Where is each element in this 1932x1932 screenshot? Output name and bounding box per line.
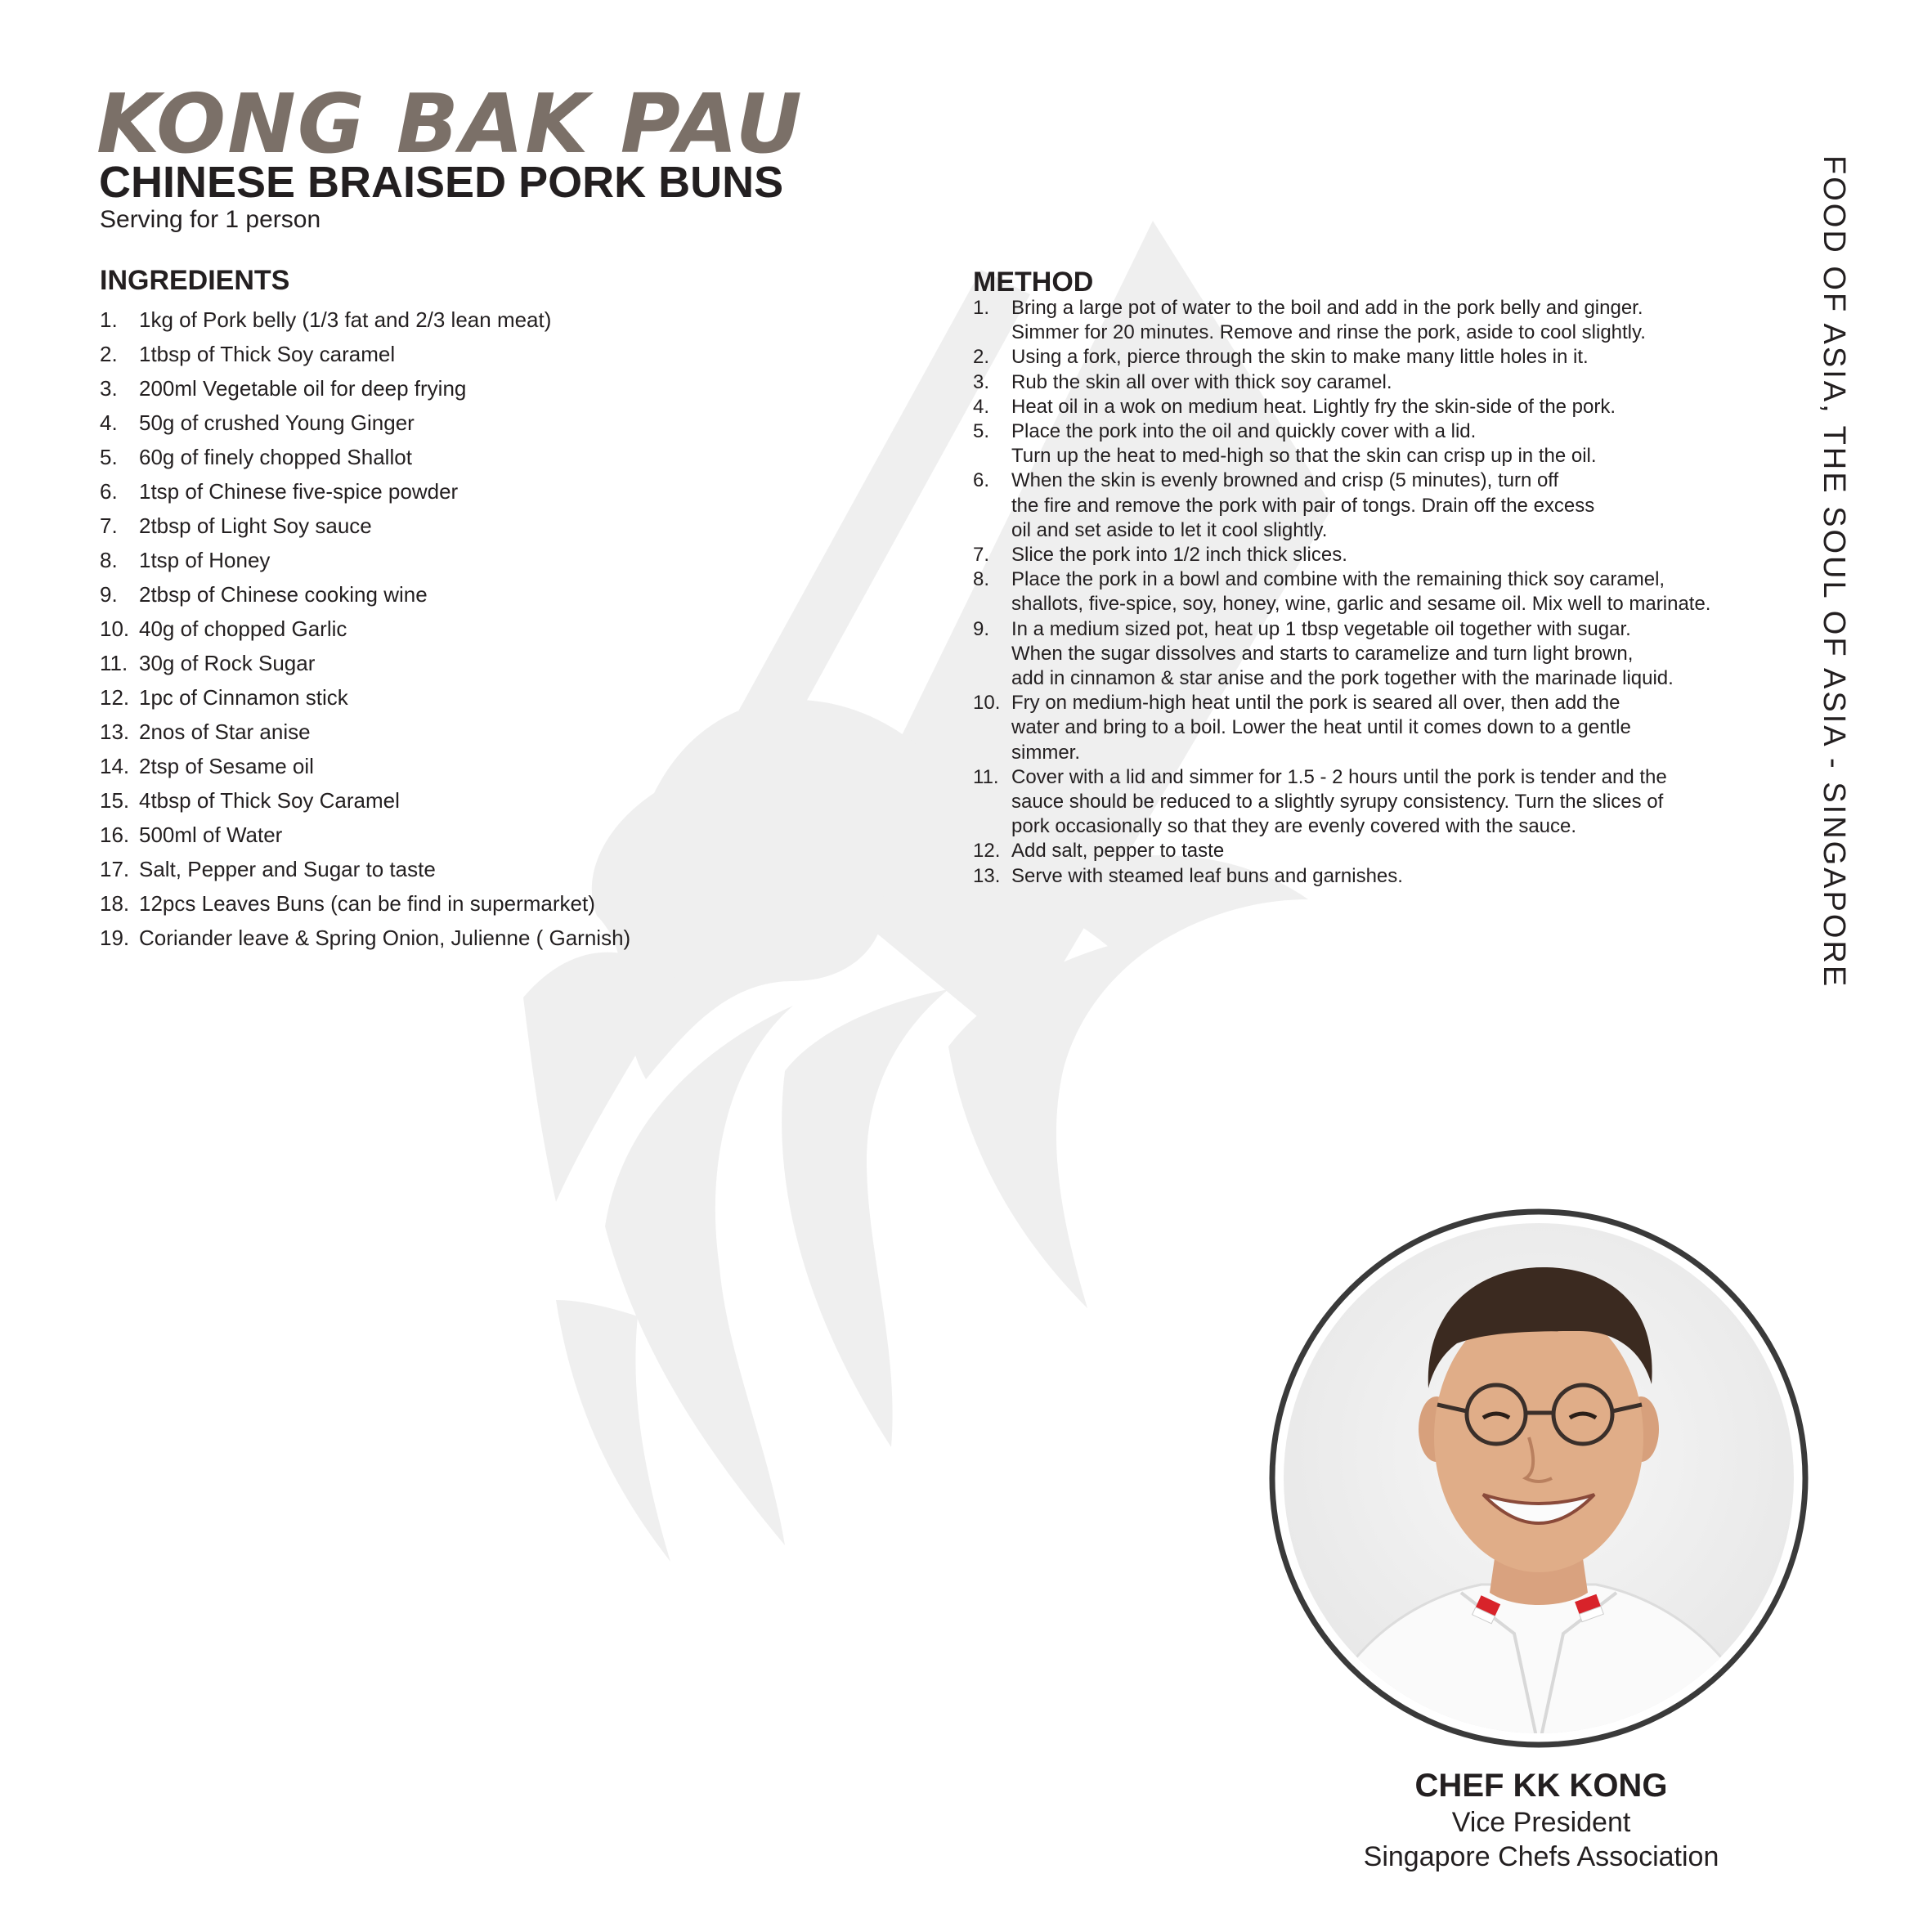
method-step [973,395,1791,419]
method-step-text [1011,370,1392,395]
method-step-text [1011,468,1594,543]
ingredient-number: 8. [100,548,118,572]
ingredient-item [100,646,754,680]
ingredient-item [100,577,754,612]
ingredient-item [100,783,754,818]
chef-organization: Singapore Chefs Association [1363,1841,1719,1872]
chef-portrait [1269,1208,1809,1748]
method-step-text [1011,419,1597,468]
method-step-line: When the sugar dissolves and starts to caramelize and turn light brown, [1011,642,1634,665]
method-step [973,296,1791,345]
method-step-line: Turn up the heat to med-high so that the skin can crisp up in the oil. [1011,445,1597,468]
ingredient-item [100,474,754,509]
chef-name: CHEF KK KONG [1414,1768,1668,1804]
ingredients-list [100,303,754,955]
ingredient-number: 14. [100,754,130,778]
method-step-number: 3. [973,370,990,393]
method-step-line: Fry on medium-high heat until the pork is seared all over, then add the [1011,692,1620,715]
method-step-number: 2. [973,346,990,369]
method-step-line: Place the pork in a bowl and combine with the remaining thick soy caramel, [1011,568,1665,591]
ingredient-item [100,543,754,577]
method-list [973,296,1791,889]
ingredient-text: 200ml Vegetable oil for deep frying [139,376,467,401]
method-step-line: the fire and remove the pork with pair of tongs. Drain off the excess [1011,494,1595,517]
ingredient-item [100,303,754,337]
ingredient-text: 2nos of Star anise [139,719,311,744]
ingredient-item [100,818,754,852]
ingredient-number: 18. [100,891,130,916]
method-step-text [1011,617,1674,692]
ingredient-text: 1tsp of Honey [139,548,271,572]
ingredient-text: 500ml of Water [139,823,283,847]
ingredient-number: 6. [100,479,118,504]
method-step-line: Rub the skin all over with thick soy caramel. [1011,370,1392,393]
ingredient-number: 11. [100,651,128,675]
ingredient-number: 7. [100,513,118,538]
ingredient-number: 16. [100,823,130,847]
ingredient-number: 19. [100,926,130,950]
method-step [973,468,1791,543]
method-step-text [1011,567,1710,616]
method-step-line: Bring a large pot of water to the boil and add in the pork belly and ginger. [1011,297,1643,319]
ingredient-number: 5. [100,445,118,469]
ingredient-text: 1tbsp of Thick Soy caramel [139,342,396,366]
method-step-text [1011,839,1224,863]
method-step-number: 1. [973,297,990,319]
method-step-line: shallots, five-spice, soy, honey, wine, garlic and sesame oil. Mix well to marinate. [1011,593,1711,616]
ingredient-text: 60g of finely chopped Shallot [139,445,412,469]
method-step-text [1011,345,1589,370]
recipe-title: KONG BAK PAU [96,76,804,172]
ingredient-text: 30g of Rock Sugar [139,651,316,675]
chef-role: Vice President [1451,1807,1631,1838]
ingredient-text: 1kg of Pork belly (1/3 fat and 2/3 lean meat) [139,307,552,332]
method-step-line: pork occasionally so that they are evenly covered with the sauce. [1011,815,1577,838]
method-step-line: oil and set aside to let it cool slightly. [1011,518,1328,541]
ingredient-text: 50g of crushed Young Ginger [139,410,415,435]
method-step-text [1011,543,1347,567]
ingredient-text: 2tbsp of Chinese cooking wine [139,582,428,607]
ingredient-item [100,509,754,543]
ingredient-text: 4tbsp of Thick Soy Caramel [139,788,400,813]
ingredient-text: 2tsp of Sesame oil [139,754,314,778]
method-step-line: add in cinnamon & star anise and the pork together with the marinade liquid. [1011,667,1674,690]
method-step-number: 4. [973,395,990,418]
method-step [973,864,1791,889]
method-step-line: In a medium sized pot, heat up 1 tbsp vegetable oil together with sugar. [1011,617,1631,640]
ingredient-number: 3. [100,376,118,401]
ingredient-text: 12pcs Leaves Buns (can be find in supermarket) [139,891,595,916]
method-step-number: 11. [973,765,999,788]
method-step [973,567,1791,616]
ingredient-number: 10. [100,616,130,641]
ingredient-number: 2. [100,342,118,366]
method-step [973,370,1791,395]
ingredient-text: 40g of chopped Garlic [139,616,347,641]
ingredient-item [100,337,754,371]
method-step [973,765,1791,840]
method-step-line: Add salt, pepper to taste [1011,840,1225,863]
ingredient-number: 12. [100,685,130,710]
method-step-line: Place the pork into the oil and quickly cover with a lid. [1011,420,1477,443]
ingredient-text: 1pc of Cinnamon stick [139,685,348,710]
method-step-line: sauce should be reduced to a slightly syrupy consistency. Turn the slices of [1011,791,1664,814]
method-step-line: When the skin is evenly browned and crisp (5 minutes), turn off [1011,469,1559,492]
method-step [973,543,1791,567]
method-step-line: Heat oil in a wok on medium heat. Lightly fry the skin-side of the pork. [1011,395,1616,418]
ingredient-item [100,749,754,783]
ingredient-item [100,612,754,646]
ingredient-number: 4. [100,410,118,435]
method-step-number: 13. [973,864,1001,887]
method-step-line: Cover with a lid and simmer for 1.5 - 2 hours until the pork is tender and the [1011,765,1667,788]
method-step-text [1011,691,1631,765]
ingredient-number: 15. [100,788,130,813]
ingredient-item [100,921,754,955]
method-step-text [1011,395,1616,419]
method-step-number: 5. [973,420,990,443]
method-step [973,617,1791,692]
ingredient-item [100,406,754,440]
vertical-tagline: FOOD OF ASIA, THE SOUL OF ASIA - SINGAPORE [1817,155,1851,989]
ingredient-item [100,371,754,406]
method-step-text [1011,765,1667,840]
ingredient-number: 9. [100,582,118,607]
method-step [973,839,1791,863]
method-step-text [1011,864,1403,889]
method-step-text [1011,296,1646,345]
method-step [973,345,1791,370]
ingredient-number: 13. [100,719,130,744]
method-step-number: 6. [973,469,990,492]
recipe-subtitle: CHINESE BRAISED PORK BUNS [99,158,784,207]
method-step-line: simmer. [1011,741,1080,764]
method-step-line: Using a fork, pierce through the skin to make many little holes in it. [1011,346,1589,369]
method-step [973,419,1791,468]
ingredient-text: 2tbsp of Light Soy sauce [139,513,372,538]
method-step [973,691,1791,765]
method-step-number: 7. [973,544,990,567]
ingredient-item [100,440,754,474]
ingredient-item [100,886,754,921]
ingredient-item [100,852,754,886]
ingredient-text: 1tsp of Chinese five-spice powder [139,479,459,504]
ingredient-number: 1. [100,307,118,332]
method-step-line: Slice the pork into 1/2 inch thick slices. [1011,544,1347,567]
ingredient-item [100,680,754,715]
method-step-number: 12. [973,840,1001,863]
method-step-number: 8. [973,568,990,591]
ingredients-heading: INGREDIENTS [100,265,290,296]
ingredient-text: Coriander leave & Spring Onion, Julienne ( Garnish) [139,926,631,950]
method-step-number: 9. [973,617,990,640]
method-heading: METHOD [973,267,1094,298]
method-step-line: Serve with steamed leaf buns and garnishes. [1011,864,1403,887]
ingredient-text: Salt, Pepper and Sugar to taste [139,857,436,881]
method-step-line: Simmer for 20 minutes. Remove and rinse the pork, aside to cool slightly. [1011,321,1646,344]
ingredient-item [100,715,754,749]
serving-size: Serving for 1 person [100,206,321,233]
method-step-line: water and bring to a boil. Lower the heat until it comes down to a gentle [1011,716,1631,739]
ingredient-number: 17. [100,857,130,881]
method-step-number: 10. [973,692,1001,715]
